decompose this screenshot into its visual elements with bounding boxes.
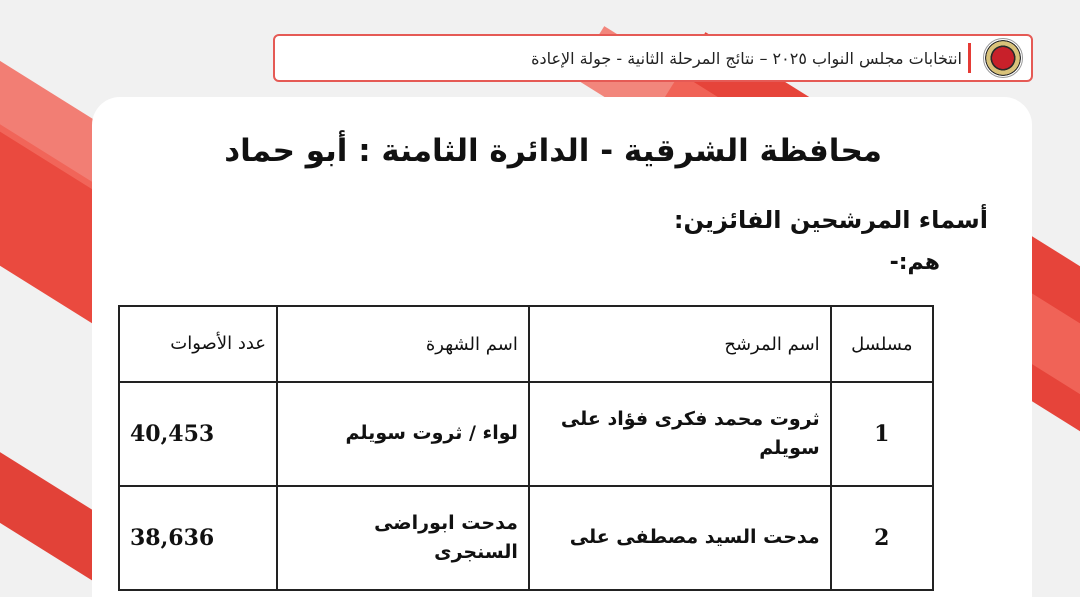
cell-votes: 38,636 <box>119 486 277 590</box>
cell-candidate-name: مدحت السيد مصطفى على <box>529 486 831 590</box>
header-divider <box>968 43 971 73</box>
cell-known-name: لواء / ثروت سويلم <box>277 382 529 486</box>
header-title: انتخابات مجلس النواب ٢٠٢٥ – نتائج المرحلة الثانية - جولة الإعادة <box>531 48 962 68</box>
header-candidate-name: اسم المرشح <box>529 306 831 382</box>
cell-votes: 40,453 <box>119 382 277 486</box>
table-row <box>119 486 933 590</box>
page-title: محافظة الشرقية - الدائرة الثامنة : أبو حماد <box>224 133 882 169</box>
cell-serial: 1 <box>831 382 933 486</box>
table-header-row <box>119 306 933 382</box>
cell-known-name: مدحت ابوراضى السنجرى <box>277 486 529 590</box>
header-votes: عدد الأصوات <box>119 306 277 382</box>
winners-label: أسماء المرشحين الفائزين: <box>673 206 988 234</box>
header-bar <box>273 34 1033 82</box>
cell-serial: 2 <box>831 486 933 590</box>
hom-label: هم:- <box>889 250 940 275</box>
table-row <box>119 382 933 486</box>
cell-candidate-name: ثروت محمد فكرى فؤاد على سويلم <box>529 382 831 486</box>
egypt-emblem-icon <box>983 38 1023 78</box>
header-known-name: اسم الشهرة <box>277 306 529 382</box>
header-serial: مسلسل <box>831 306 933 382</box>
results-table <box>118 305 934 591</box>
